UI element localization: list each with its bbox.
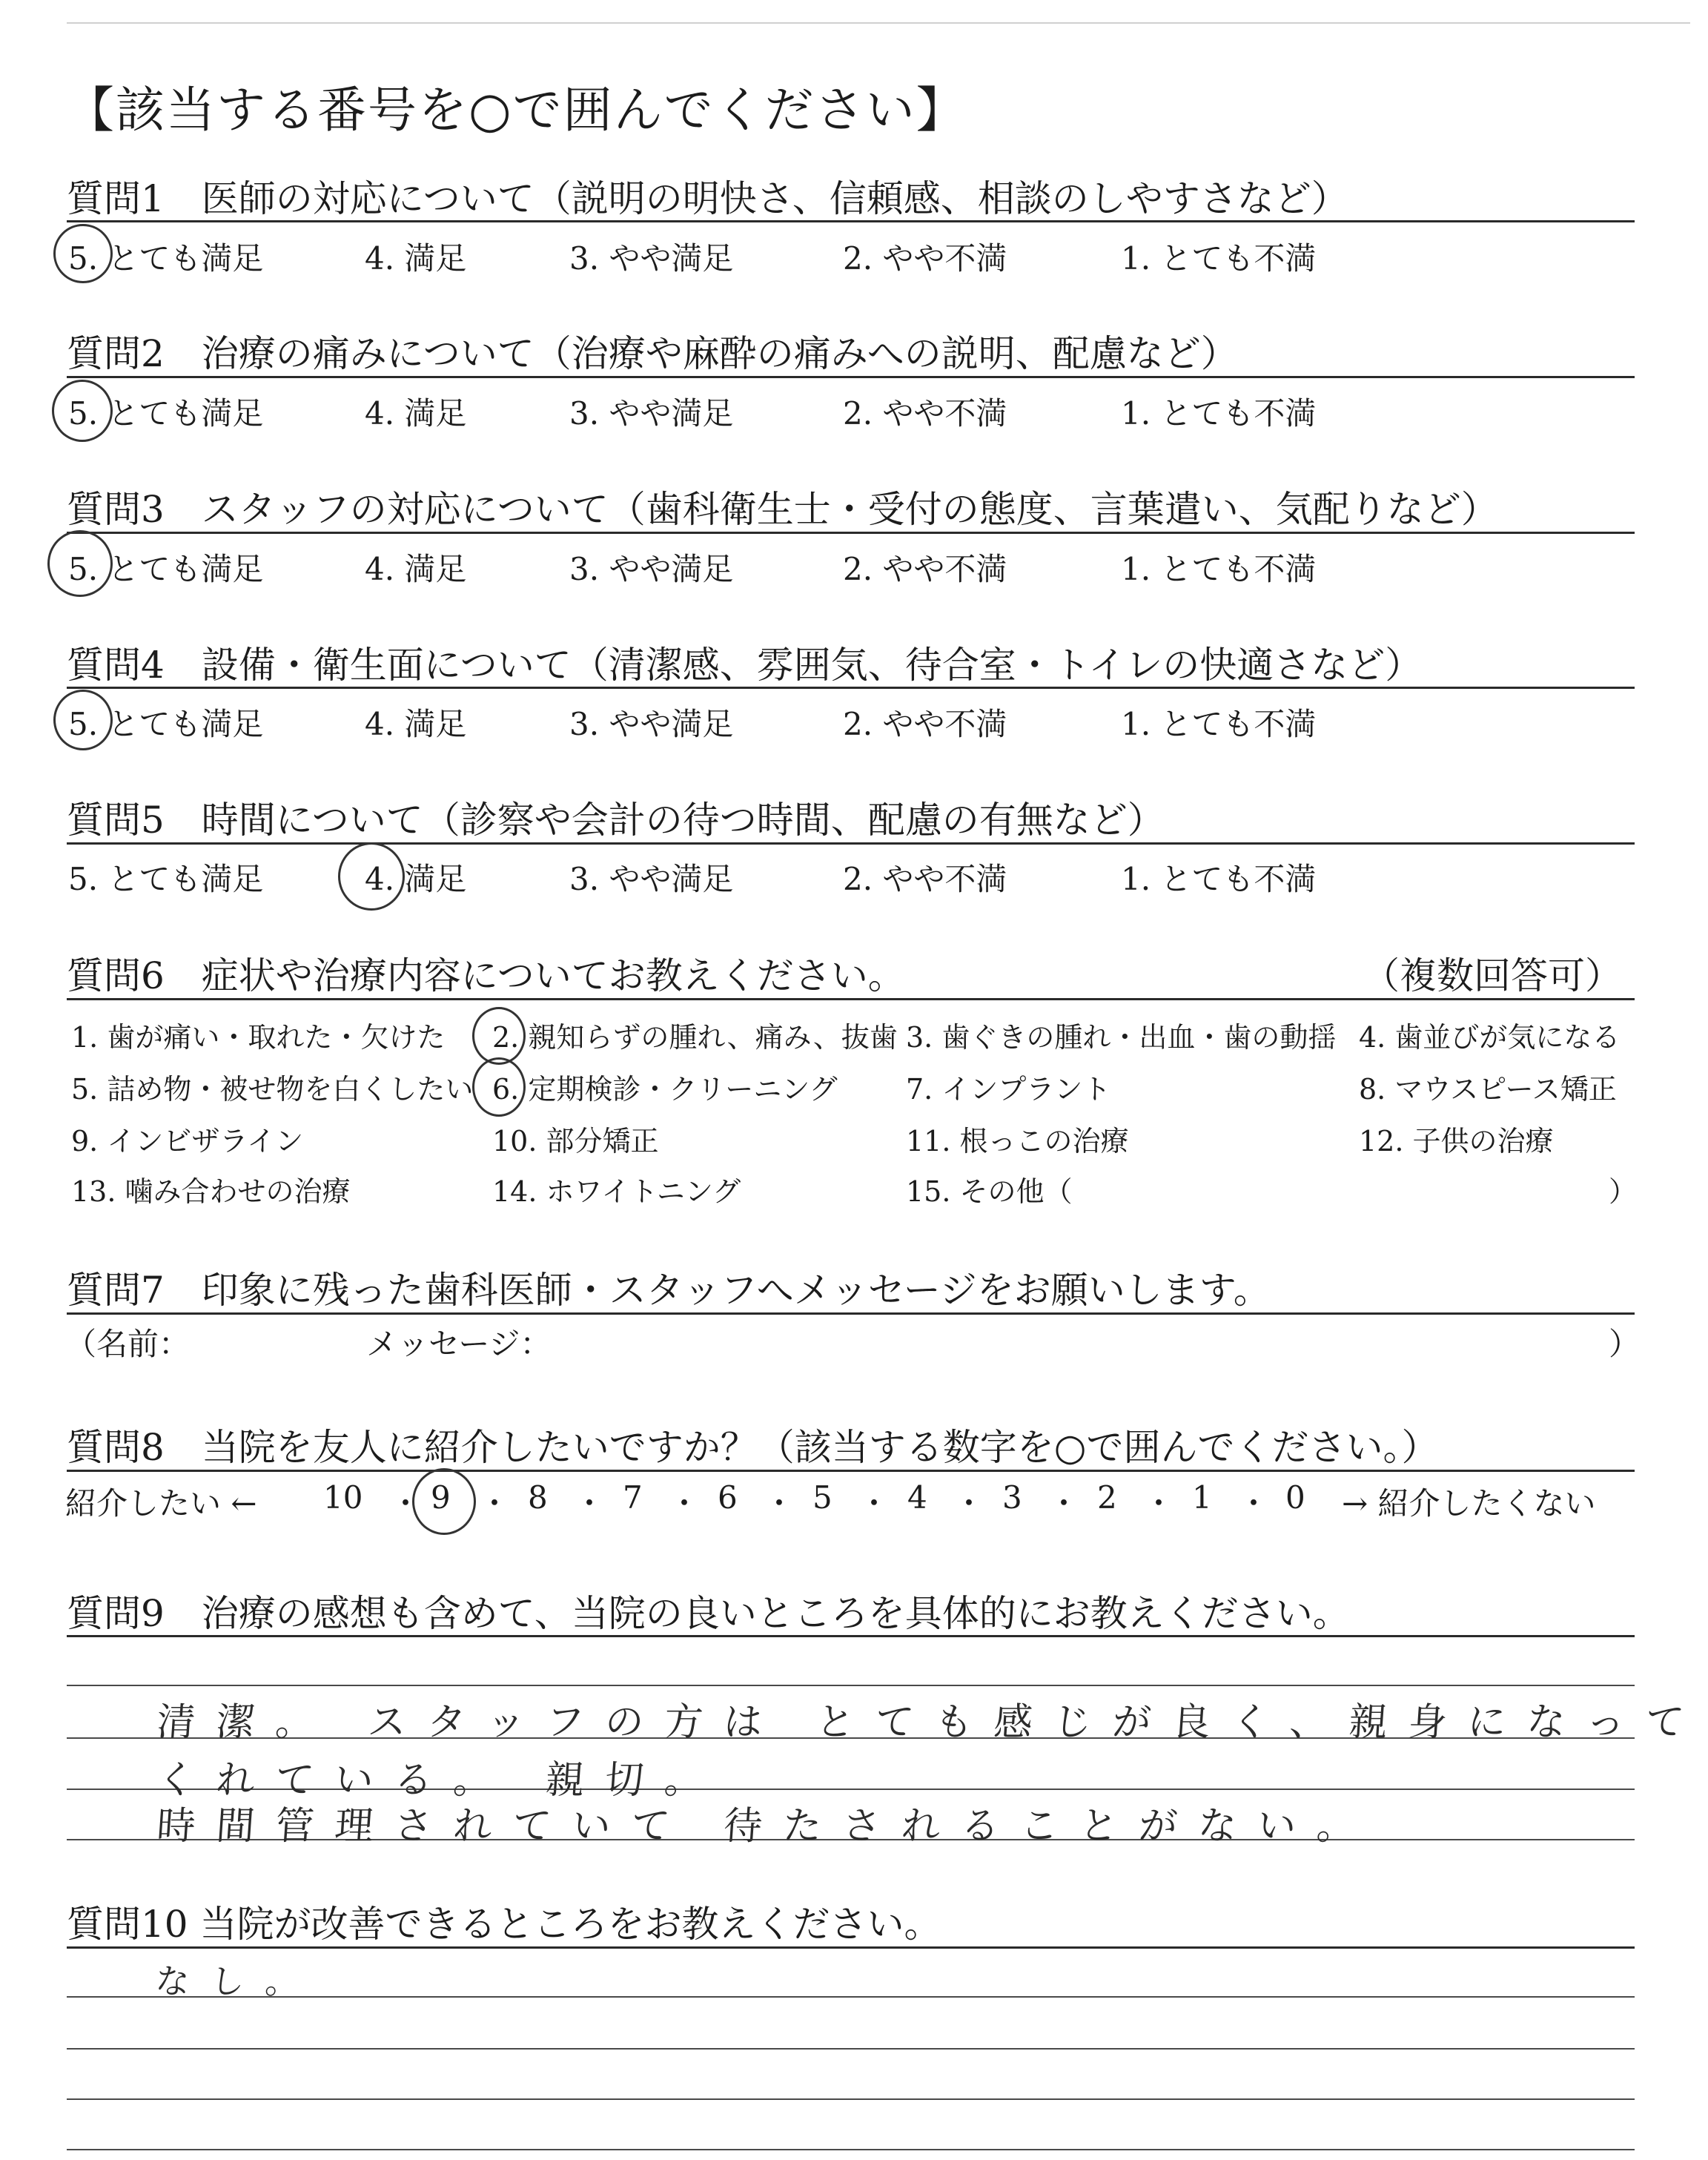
- question-4-rule: [67, 687, 1635, 689]
- q8-scale-7[interactable]: 7: [623, 1479, 643, 1516]
- q4-option-3[interactable]: 3. やや満足: [569, 706, 734, 742]
- question-8-rule: [67, 1470, 1635, 1472]
- q4-option-4[interactable]: 4. 満足: [365, 706, 467, 742]
- q5-option-5[interactable]: 5. とても満足: [68, 861, 264, 897]
- q1-selected-circle: [53, 224, 113, 283]
- q8-selected-circle: [412, 1468, 476, 1535]
- page-top-edge: [67, 22, 1690, 24]
- q8-scale-8[interactable]: 8: [528, 1479, 548, 1516]
- q6-selected-circle-2: [472, 1007, 526, 1065]
- q8-scale-9[interactable]: 9: [431, 1479, 451, 1516]
- q6-option-6[interactable]: 6. 定期検診・クリーニング: [492, 1073, 838, 1106]
- q1-option-2[interactable]: 2. やや不満: [843, 240, 1007, 277]
- q2-selected-circle: [52, 380, 113, 442]
- question-2-rule: [67, 376, 1635, 378]
- q9-answer-line-2: くれている。 親切。: [155, 1758, 726, 1803]
- q1-option-1[interactable]: 1. とても不満: [1121, 240, 1317, 277]
- q7-message-label: メッセージ：: [366, 1326, 552, 1362]
- q1-option-4[interactable]: 4. 満足: [365, 240, 467, 277]
- q8-scale-5[interactable]: 5: [812, 1479, 833, 1516]
- q3-option-5[interactable]: 5. とても満足: [68, 551, 264, 587]
- q8-separator: ・: [858, 1485, 890, 1522]
- question-8-title: 質問8 当院を友人に紹介したいですか？（該当する数字を○で囲んでください。）: [67, 1426, 1439, 1469]
- question-10-rule: [67, 1946, 1635, 1949]
- q6-selected-circle-6: [472, 1057, 526, 1117]
- q2-option-3[interactable]: 3. やや満足: [569, 395, 734, 432]
- answer-line: [67, 1685, 1635, 1686]
- q6-option-7[interactable]: 7. インプラント: [906, 1073, 1111, 1106]
- q6-option-11[interactable]: 11. 根っこの治療: [906, 1125, 1129, 1157]
- question-9-rule: [67, 1635, 1635, 1637]
- q8-separator: ・: [1048, 1485, 1080, 1522]
- q4-option-1[interactable]: 1. とても不満: [1121, 706, 1317, 742]
- q8-scale-1[interactable]: 1: [1192, 1479, 1212, 1516]
- q3-option-3[interactable]: 3. やや満足: [569, 551, 734, 587]
- q7-name-label: （名前：: [65, 1326, 191, 1362]
- q8-separator: ・: [479, 1485, 511, 1522]
- q8-separator: ・: [953, 1485, 985, 1522]
- q8-scale-3[interactable]: 3: [1002, 1479, 1022, 1516]
- question-1-title: 質問1 医師の対応について（説明の明快さ、信頼感、相談のしやすさなど）: [67, 177, 1348, 220]
- q2-option-4[interactable]: 4. 満足: [365, 395, 467, 432]
- q8-separator: ・: [1143, 1485, 1175, 1522]
- question-7-rule: [67, 1312, 1635, 1315]
- q8-separator: ・: [669, 1485, 701, 1522]
- q2-option-5[interactable]: 5. とても満足: [68, 395, 264, 432]
- q5-option-3[interactable]: 3. やや満足: [569, 861, 734, 897]
- q4-selected-circle: [53, 690, 113, 750]
- q8-separator: ・: [1238, 1485, 1270, 1522]
- q7-close-paren: ）: [1609, 1326, 1641, 1362]
- q6-option-15[interactable]: 15. その他（: [906, 1175, 1073, 1208]
- question-4-title: 質問4 設備・衛生面について（清潔感、雰囲気、待合室・トイレの快適さなど）: [67, 644, 1423, 687]
- q6-other-close-paren: ）: [1609, 1175, 1638, 1208]
- form-header: 【該当する番号を○で囲んでください】: [65, 82, 967, 139]
- q8-separator: ・: [390, 1485, 422, 1522]
- q8-left-label: 紹介したい ←: [65, 1485, 257, 1522]
- q1-option-5[interactable]: 5. とても満足: [68, 240, 264, 277]
- q6-option-2[interactable]: 2. 親知らずの腫れ、痛み、抜歯: [492, 1021, 898, 1054]
- question-6-title: 質問6 症状や治療内容についてお教えください。: [67, 954, 905, 997]
- question-3-rule: [67, 532, 1635, 534]
- q4-option-5[interactable]: 5. とても満足: [68, 706, 264, 742]
- q8-right-label: → 紹介したくない: [1342, 1485, 1596, 1522]
- q6-option-3[interactable]: 3. 歯ぐきの腫れ・出血・歯の動揺: [906, 1021, 1337, 1054]
- q5-selected-circle: [338, 842, 405, 911]
- q6-option-5[interactable]: 5. 詰め物・被せ物を白くしたい: [71, 1073, 474, 1106]
- question-5-rule: [67, 842, 1635, 845]
- q4-option-2[interactable]: 2. やや不満: [843, 706, 1007, 742]
- q3-option-4[interactable]: 4. 満足: [365, 551, 467, 587]
- question-7-title: 質問7 印象に残った歯科医師・スタッフへメッセージをお願いします。: [67, 1269, 1271, 1312]
- q6-option-14[interactable]: 14. ホワイトニング: [492, 1175, 741, 1208]
- q3-option-2[interactable]: 2. やや不満: [843, 551, 1007, 587]
- q3-option-1[interactable]: 1. とても不満: [1121, 551, 1317, 587]
- q5-option-4[interactable]: 4. 満足: [365, 861, 467, 897]
- question-6-rule: [67, 998, 1635, 1000]
- q1-option-3[interactable]: 3. やや満足: [569, 240, 734, 277]
- q8-separator: ・: [574, 1485, 606, 1522]
- q6-option-9[interactable]: 9. インビザライン: [71, 1125, 304, 1157]
- q6-option-4[interactable]: 4. 歯並びが気になる: [1359, 1021, 1621, 1054]
- q3-selected-circle: [47, 530, 113, 597]
- question-2-title: 質問2 治療の痛みについて（治療や麻酔の痛みへの説明、配慮など）: [67, 332, 1238, 375]
- q8-scale-6[interactable]: 6: [718, 1479, 738, 1516]
- question-9-title: 質問9 治療の感想も含めて、当院の良いところを具体的にお教えください。: [67, 1592, 1350, 1635]
- q6-option-1[interactable]: 1. 歯が痛い・取れた・欠けた: [71, 1021, 446, 1054]
- q9-answer-line-1: 清潔。 スタッフの方は とても感じが良く、親身になって: [155, 1700, 1707, 1745]
- q2-option-2[interactable]: 2. やや不満: [843, 395, 1007, 432]
- question-1-rule: [67, 220, 1635, 222]
- q5-option-2[interactable]: 2. やや不満: [843, 861, 1007, 897]
- q8-separator: ・: [764, 1485, 795, 1522]
- q8-scale-0[interactable]: 0: [1285, 1479, 1305, 1516]
- q5-option-1[interactable]: 1. とても不満: [1121, 861, 1317, 897]
- answer-line: [67, 2048, 1635, 2050]
- q6-option-8[interactable]: 8. マウスピース矯正: [1359, 1073, 1617, 1106]
- q10-answer-line-1: なし。: [153, 1961, 322, 2001]
- question-3-title: 質問3 スタッフの対応について（歯科衛生士・受付の態度、言葉遣い、気配りなど）: [67, 488, 1498, 531]
- q6-option-10[interactable]: 10. 部分矯正: [492, 1125, 659, 1157]
- q8-scale-4[interactable]: 4: [907, 1479, 927, 1516]
- q6-option-12[interactable]: 12. 子供の治療: [1359, 1125, 1554, 1157]
- q6-option-13[interactable]: 13. 噛み合わせの治療: [71, 1175, 351, 1208]
- q8-scale-10[interactable]: 10: [323, 1479, 363, 1516]
- question-5-title: 質問5 時間について（診察や会計の待つ時間、配慮の有無など）: [67, 799, 1165, 842]
- question-6-note: （複数回答可）: [1363, 954, 1622, 997]
- answer-line: [67, 2098, 1635, 2100]
- q8-scale-2[interactable]: 2: [1097, 1479, 1117, 1516]
- question-10-title: 質問10 当院が改善できるところをお教えください。: [67, 1903, 941, 1946]
- q9-answer-line-3: 時間管理されていて 待たされることがない。: [155, 1804, 1378, 1849]
- q2-option-1[interactable]: 1. とても不満: [1121, 395, 1317, 432]
- answer-line: [67, 2149, 1635, 2150]
